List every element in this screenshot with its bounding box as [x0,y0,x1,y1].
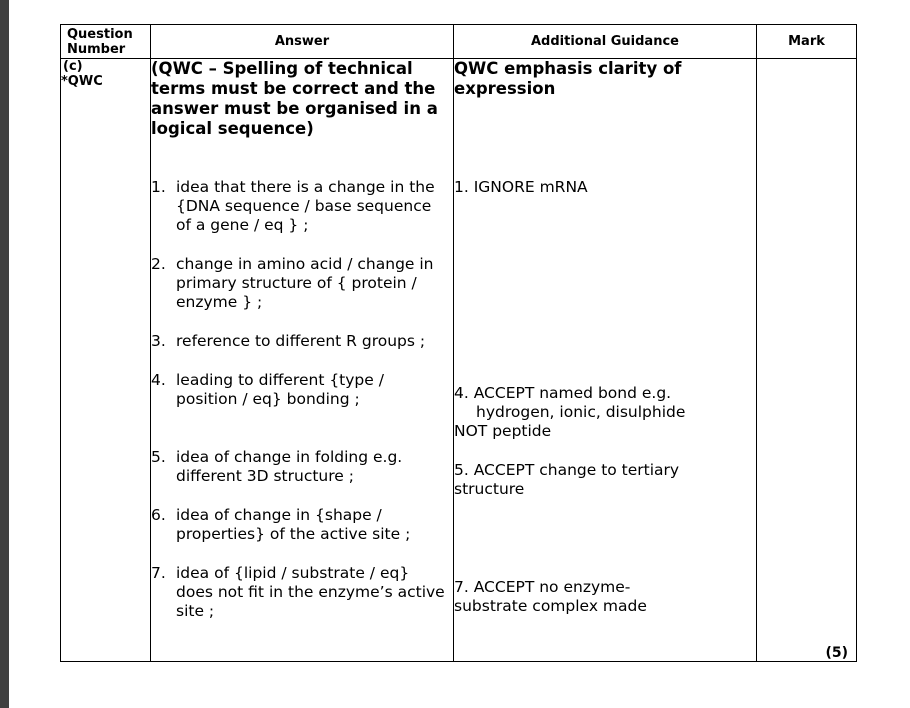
answer-point-number: 7. [151,564,166,582]
answer-point [151,564,453,621]
header-answer-text: Answer [274,34,330,49]
answer-point [151,506,453,544]
answer-row [61,59,857,662]
guidance-note-5-line: structure [454,480,525,498]
answer-point [151,178,453,235]
mark-total: (5) [825,645,848,661]
viewer-left-edge [0,0,9,708]
guidance-note-4-line: NOT peptide [454,422,552,440]
answer-qwc-heading: (QWC – Spelling of technical terms must be correct and the answer must be organised in a logical sequence) [151,59,438,138]
question-part: (c) [63,59,83,74]
answer-point [151,371,453,409]
answer-point-number: 2. [151,255,166,273]
guidance-note-7-line: substrate complex made [454,597,647,615]
guidance-cell [454,59,757,662]
guidance-note-1: 1. IGNORE mRNA [454,178,588,196]
guidance-qwc-heading: QWC emphasis clarity of expression [454,59,682,98]
mark-cell [757,59,857,662]
mark-scheme-table [60,24,857,662]
answer-point-number: 5. [151,448,166,466]
answer-point [151,332,453,351]
answer-point-text: idea of change in {shape / properties} of the active site ; [176,506,411,543]
answer-point [151,255,453,312]
header-row [61,25,857,59]
answer-point-text: idea that there is a change in the {DNA sequence / base sequence of a gene / eq } ; [176,178,435,234]
guidance-note-4-line: hydrogen, ionic, disulphide [476,403,686,421]
answer-point-text: idea of change in folding e.g. different 3D structure ; [176,448,403,485]
qwc-label: *QWC [61,74,103,89]
answer-point-text: change in amino acid / change in primary structure of { protein / enzyme } ; [176,255,434,311]
answer-point-text: leading to different {type / position / eq} bonding ; [176,371,384,408]
header-mark [757,25,857,59]
header-guidance-text: Additional Guidance [531,34,679,49]
guidance-note-7-line: 7. ACCEPT no enzyme- [454,578,631,596]
guidance-note-4-line: 4. ACCEPT named bond e.g. [454,384,672,402]
question-number-cell [61,59,151,662]
guidance-note-5-line: 5. ACCEPT change to tertiary [454,461,680,479]
document-page [9,0,910,708]
answer-point-number: 6. [151,506,166,524]
answer-point-text: idea of {lipid / substrate / eq} does not fit in the enzyme’s active site ; [176,564,445,620]
header-question-number [61,25,151,59]
guidance-note-4 [454,384,756,441]
answer-cell [151,59,454,662]
answer-point [151,448,453,486]
answer-point-number: 3. [151,332,166,350]
answer-point-number: 1. [151,178,166,196]
guidance-note-7 [454,578,756,616]
header-answer [151,25,454,59]
header-guidance [454,25,757,59]
answer-point-text: reference to different R groups ; [176,332,426,350]
guidance-note-5 [454,461,756,499]
answer-point-number: 4. [151,371,166,389]
header-question-number-text: Question Number [67,26,133,57]
header-mark-text: Mark [788,34,825,49]
